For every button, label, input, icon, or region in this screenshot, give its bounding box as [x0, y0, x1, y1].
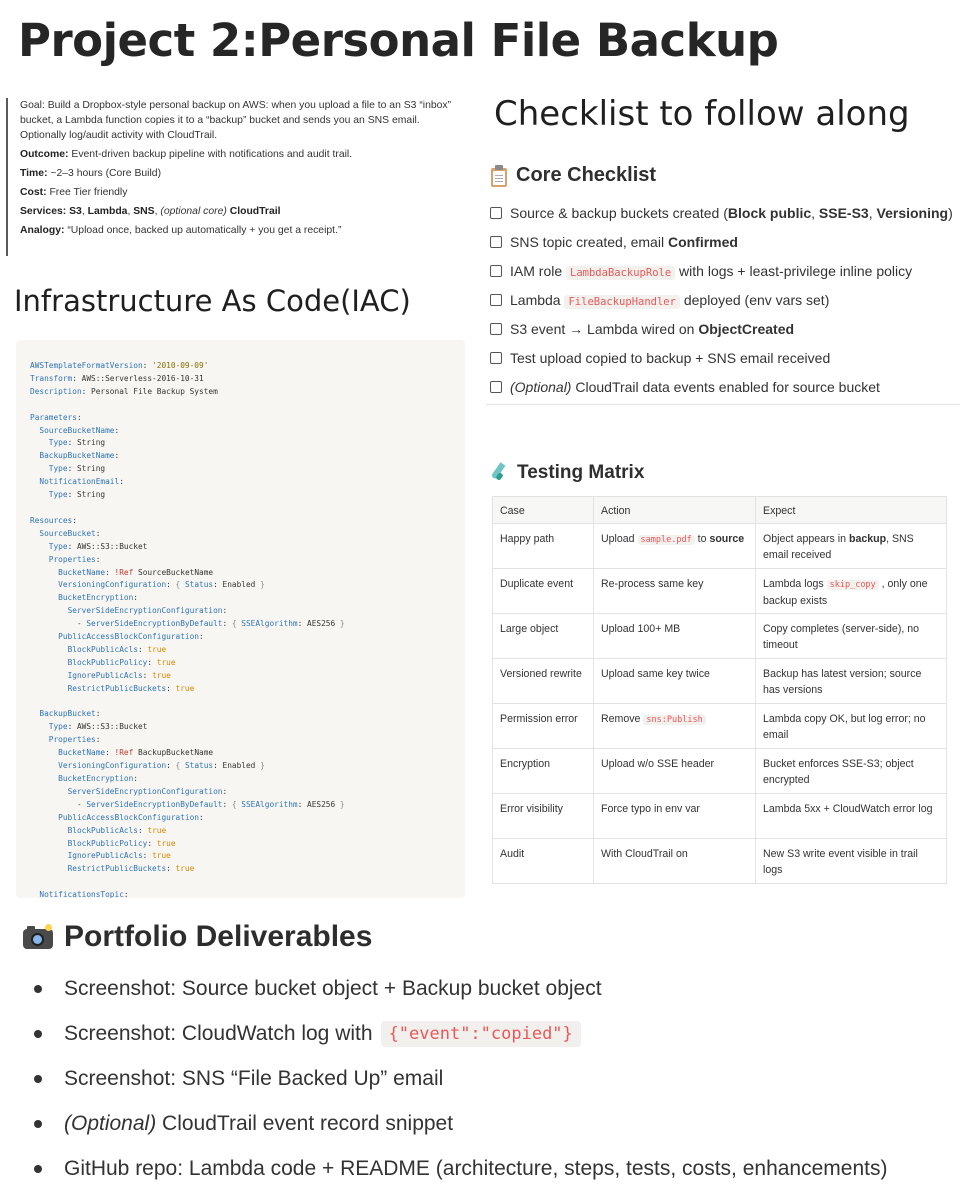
cell-case: Audit: [493, 839, 594, 884]
text-part: ,: [811, 204, 819, 221]
checklist-item-text: [510, 292, 829, 308]
code-value: BackupBucketName: [138, 748, 214, 758]
test-tube-icon: [494, 464, 510, 482]
table-row: [493, 704, 947, 749]
text-part: deployed (env vars set): [679, 291, 830, 308]
list-item: [30, 1146, 950, 1191]
camera-flash-icon: [22, 924, 54, 950]
text-part: ,: [868, 204, 877, 221]
checklist-item-buckets[interactable]: [490, 198, 960, 227]
inline-code: LambdaBackupRole: [566, 266, 675, 280]
cell-action: Force typo in env var: [594, 794, 756, 839]
deliverable-text: Screenshot: Source bucket object + Backup bucket object: [64, 976, 602, 1000]
code-value: true: [152, 851, 171, 861]
code-key: PublicAccessBlockConfiguration: [58, 812, 199, 822]
analogy-text: “Upload once, backed up automatically + you get a receipt.”: [67, 225, 342, 236]
service-cloudtrail: CloudTrail: [229, 206, 281, 217]
checkbox[interactable]: [490, 381, 502, 393]
code-key: SSEAlgorithm: [241, 799, 298, 809]
code-value: true: [175, 864, 195, 874]
code-key: BucketEncryption: [58, 593, 134, 603]
code-content: AWSTemplateFormatVersion: '2010-09-09' Transform: AWS::Serverless-2016-10-31 Description: Personal File Backup System Parameters: SourceBucketName: Type: String BackupBucketName: Type: String NotificationEmail: Type: String Resources: SourceBucket: Type: AWS::S3::Bucket Properties: BucketName: !Ref SourceBucketName VersioningConfiguration: { Status: Enabled } BucketEncryption: ServerSideEncryptionConfiguration: - ServerSideEncryptionByDefault: { SSEAlgorithm: AES256 } PublicAccessBlockConfiguration: BlockPublicAcls: true BlockPublicPolicy: true IgnorePublicAcls: true RestrictPublicBuckets: true BackupBucket: Type: AWS::S3::Bucket Properties: BucketName: !Ref BackupBucketName VersioningConfiguration: { Status: Enabled } BucketEncryption: ServerSideEncryptionConfiguration: - ServerSideEncryptionByDefault: { SSEAlgorithm: AES256 } PublicAccessBlockConfiguration: BlockPublicAcls: true BlockPublicPolicy: true IgnorePublicAcls: true RestrictPublicBuckets: true NotificationsTopic:: [30, 361, 345, 898]
deliverable-text: GitHub repo: Lambda code + README (architecture, steps, tests, costs, enhancements): [64, 1156, 888, 1180]
code-value: true: [152, 670, 171, 680]
divider: [486, 404, 960, 405]
text-part: Remove: [601, 713, 644, 725]
code-key: NotificationsTopic: [39, 890, 124, 898]
cell-case: Large object: [493, 614, 594, 659]
cell-expect: Bucket enforces SSE-S3; object encrypted: [756, 749, 947, 794]
code-value: AWS::S3::Bucket: [76, 722, 148, 732]
table-row: [493, 614, 947, 659]
cell-expect: Lambda 5xx + CloudWatch error log: [756, 794, 947, 839]
code-key: ServerSideEncryptionConfiguration: [67, 606, 223, 616]
checklist-item-text: [510, 263, 912, 279]
services-line: Services: S3, Lambda, SNS, (optional core) CloudTrail: [20, 206, 281, 217]
cell-expect: [756, 569, 947, 614]
code-value: AWS::S3::Bucket: [76, 541, 148, 551]
time-label: Time:: [20, 168, 48, 179]
outcome-text: Event-driven backup pipeline with notifications and audit trail.: [71, 149, 353, 160]
code-key: SSEAlgorithm: [241, 619, 298, 629]
checkbox[interactable]: [490, 207, 502, 219]
code-value: true: [156, 838, 176, 848]
checklist-item-text: [510, 205, 953, 221]
text-bold: Confirmed: [667, 233, 738, 250]
code-key: SourceBucket: [39, 528, 96, 538]
service-lambda: Lambda: [87, 206, 128, 217]
cell-expect: [756, 524, 947, 569]
text-bold: Block public: [727, 204, 812, 221]
cost-text: Free Tier friendly: [49, 187, 128, 198]
cost-line: [20, 185, 468, 200]
table-row: [493, 794, 947, 839]
code-key: BucketEncryption: [58, 774, 134, 783]
bullet-icon: [34, 985, 42, 993]
text-part: IAM role: [510, 262, 567, 279]
text-part: Lambda logs: [763, 578, 827, 590]
code-value: Enabled: [222, 761, 256, 771]
text-part: , only one backup exists: [763, 578, 928, 607]
outcome-label: Outcome:: [20, 149, 69, 160]
code-key: VersioningConfiguration: [58, 580, 167, 590]
outcome-line: [20, 147, 468, 162]
cell-action: Upload w/o SSE header: [594, 749, 756, 794]
table-row: [493, 839, 947, 884]
checklist-item-text: [510, 321, 794, 337]
checklist-item-text: Test upload copied to backup + SNS email received: [510, 349, 831, 366]
service-optional: (optional core): [160, 206, 227, 217]
text-bold: source: [709, 533, 745, 545]
list-item: [30, 1011, 950, 1056]
text-part: CloudTrail data events enabled for source bucket: [571, 378, 880, 395]
code-value: SourceBucketName: [138, 567, 214, 577]
cell-case: Encryption: [493, 749, 594, 794]
code-value: String: [76, 438, 106, 448]
text-part: Upload: [601, 533, 638, 545]
code-key: BackupBucketName: [39, 451, 115, 461]
clipboard-icon: [490, 165, 508, 187]
text-part: with logs + least-privilege inline policy: [675, 262, 913, 279]
cell-action: [594, 524, 756, 569]
checkbox[interactable]: [490, 294, 502, 306]
cell-action: Upload 100+ MB: [594, 614, 756, 659]
checklist-item-sns[interactable]: [490, 227, 960, 256]
list-item: [30, 1101, 950, 1146]
service-s3: S3: [69, 206, 82, 217]
column-header-expect: Expect: [756, 497, 947, 524]
text-bold: ObjectCreated: [698, 320, 795, 337]
cost-label: Cost:: [20, 187, 47, 198]
column-header-case: Case: [493, 497, 594, 524]
inline-code: sample.pdf: [638, 535, 695, 545]
code-key: Status: [184, 761, 214, 771]
inline-code: {"event":"copied"}: [381, 1021, 581, 1047]
code-ref: !Ref: [114, 567, 134, 577]
code-key: ServerSideEncryptionConfiguration: [67, 786, 223, 796]
checklist-item-iam[interactable]: [490, 256, 960, 285]
code-key: BucketName: [58, 748, 106, 758]
code-key: BlockPublicAcls: [67, 644, 138, 654]
cell-case: Happy path: [493, 524, 594, 569]
deliverable-text: Screenshot: SNS “File Backed Up” email: [64, 1066, 444, 1090]
code-key: Resources: [30, 515, 73, 525]
column-header-action: Action: [594, 497, 756, 524]
code-key: ServerSideEncryptionByDefault: [86, 799, 223, 809]
cell-action: Upload same key twice: [594, 659, 756, 704]
code-key: Parameters: [30, 412, 77, 422]
checklist-item-test-upload[interactable]: [490, 343, 960, 372]
cell-action: Re-process same key: [594, 569, 756, 614]
code-key: BucketName: [58, 567, 106, 577]
text-part: Object appears in: [763, 533, 849, 545]
checklist-item-lambda[interactable]: [490, 285, 960, 314]
checklist-item-text: [510, 234, 738, 250]
code-key: BlockPublicPolicy: [67, 838, 148, 848]
code-key: Type: [48, 464, 68, 474]
code-key: Description: [30, 386, 82, 396]
cell-action: With CloudTrail on: [594, 839, 756, 884]
code-key: BlockPublicAcls: [67, 825, 138, 835]
inline-code: FileBackupHandler: [564, 295, 679, 309]
goal-line: [20, 98, 468, 143]
code-value: true: [156, 657, 176, 667]
portfolio-title-text: Portfolio Deliverables: [64, 920, 373, 953]
checkbox[interactable]: [490, 236, 502, 248]
bullet-icon: [34, 1165, 42, 1173]
code-value: true: [175, 683, 195, 693]
checklist-item-cloudtrail[interactable]: [490, 372, 960, 401]
goal-label: Goal:: [20, 100, 45, 111]
checklist-item-s3-event[interactable]: [490, 314, 960, 343]
deliverable-optional: (Optional): [64, 1111, 157, 1135]
cell-expect: Lambda copy OK, but log error; no email: [756, 704, 947, 749]
text-part: SNS topic created, email: [510, 233, 668, 250]
code-key: BlockPublicPolicy: [67, 657, 148, 667]
code-value: true: [147, 644, 167, 654]
code-key: AWSTemplateFormatVersion: [30, 361, 143, 370]
bullet-icon: [34, 1075, 42, 1083]
cell-case: Permission error: [493, 704, 594, 749]
code-value: AWS::Serverless-2016-10-31: [81, 373, 204, 383]
code-key: Transform: [30, 373, 73, 383]
portfolio-title: [22, 920, 372, 954]
text-bold: SSE-S3: [818, 204, 869, 221]
code-value: String: [76, 464, 106, 474]
core-checklist-title: [490, 164, 656, 187]
iac-code-block[interactable]: [16, 340, 465, 898]
code-key: Properties: [48, 735, 96, 745]
analogy-label: Analogy:: [20, 225, 65, 236]
core-checklist-title-text: Core Checklist: [516, 164, 657, 186]
code-key: ServerSideEncryptionByDefault: [86, 619, 223, 629]
cell-expect: Backup has latest version; source has versions: [756, 659, 947, 704]
code-key: VersioningConfiguration: [58, 761, 167, 771]
code-value: Enabled: [222, 580, 256, 590]
checkbox[interactable]: [490, 265, 502, 277]
goal-text: Build a Dropbox-style personal backup on AWS: when you upload a file to an S3 “inbox” bucket, a Lambda function copies it to a “backup” bucket and sends you an SNS email. Optionally log/audit activity with CloudTrail.: [20, 100, 452, 141]
text-part: Lambda: [510, 291, 565, 308]
bullet-icon: [34, 1030, 42, 1038]
code-key: RestrictPublicBuckets: [67, 864, 167, 874]
goal-callout: [6, 98, 468, 256]
iac-heading: Infrastructure As Code(IAC): [14, 284, 411, 318]
deliverable-text: CloudTrail event record snippet: [156, 1111, 454, 1135]
code-value: AES256: [307, 619, 336, 629]
checklist-item-text: [510, 379, 880, 395]
code-key: PublicAccessBlockConfiguration: [58, 632, 199, 642]
text-part: to: [694, 533, 710, 545]
time-line: [20, 166, 468, 181]
code-key: IgnorePublicAcls: [67, 851, 143, 861]
cell-action: [594, 704, 756, 749]
code-key: Type: [48, 490, 68, 500]
code-value: '2010-09-09': [152, 361, 209, 370]
code-key: SourceBucketName: [39, 425, 115, 435]
text-part: ): [948, 204, 953, 221]
table-row: [493, 749, 947, 794]
code-key: Type: [48, 541, 68, 551]
testing-matrix-table: [492, 496, 947, 884]
services-label: Services:: [20, 206, 67, 217]
cell-expect: New S3 write event visible in trail logs: [756, 839, 947, 884]
checkbox[interactable]: [490, 352, 502, 364]
code-key: Properties: [48, 554, 96, 564]
code-key: NotificationEmail: [39, 477, 120, 487]
text-part: , SNS email received: [763, 533, 914, 561]
code-value: Personal File Backup System: [91, 386, 218, 396]
core-checklist: [490, 198, 960, 401]
list-item: [30, 1056, 950, 1101]
deliverables-list: [30, 966, 950, 1191]
inline-code: skip_copy: [827, 580, 879, 590]
checklist-heading: Checklist to follow along: [494, 94, 910, 134]
text-part: S3 event → Lambda wired on: [510, 320, 699, 337]
code-value: AES256: [307, 799, 336, 809]
inline-code: sns:Publish: [643, 715, 705, 725]
text-part: Source & backup buckets created (: [510, 204, 728, 221]
deliverable-text: Screenshot: CloudWatch log with: [64, 1021, 373, 1045]
cell-case: Versioned rewrite: [493, 659, 594, 704]
bullet-icon: [34, 1120, 42, 1128]
code-key: Status: [184, 580, 214, 590]
code-key: Type: [48, 722, 68, 732]
cell-case: Duplicate event: [493, 569, 594, 614]
text-bold: Versioning: [876, 204, 949, 221]
text-italic: (Optional): [510, 378, 572, 395]
page-title: Project 2:Personal File Backup: [18, 14, 779, 67]
code-key: IgnorePublicAcls: [67, 670, 143, 680]
table-row: [493, 524, 947, 569]
cell-expect: Copy completes (server-side), no timeout: [756, 614, 947, 659]
service-sns: SNS: [133, 206, 155, 217]
testing-matrix-title-text: Testing Matrix: [517, 462, 645, 483]
code-key: Type: [48, 438, 68, 448]
checkbox[interactable]: [490, 323, 502, 335]
code-value: String: [76, 490, 106, 500]
code-ref: !Ref: [114, 748, 134, 758]
code-key: RestrictPublicBuckets: [67, 683, 167, 693]
analogy-line: [20, 223, 468, 238]
testing-matrix-title: [494, 462, 644, 484]
cell-case: Error visibility: [493, 794, 594, 839]
list-item: [30, 966, 950, 1011]
code-value: true: [147, 825, 167, 835]
code-key: BackupBucket: [39, 709, 96, 719]
table-row: [493, 659, 947, 704]
text-bold: backup: [848, 533, 887, 545]
table-header-row: [493, 497, 947, 524]
time-text: ~2–3 hours (Core Build): [50, 168, 162, 179]
table-row: [493, 569, 947, 614]
